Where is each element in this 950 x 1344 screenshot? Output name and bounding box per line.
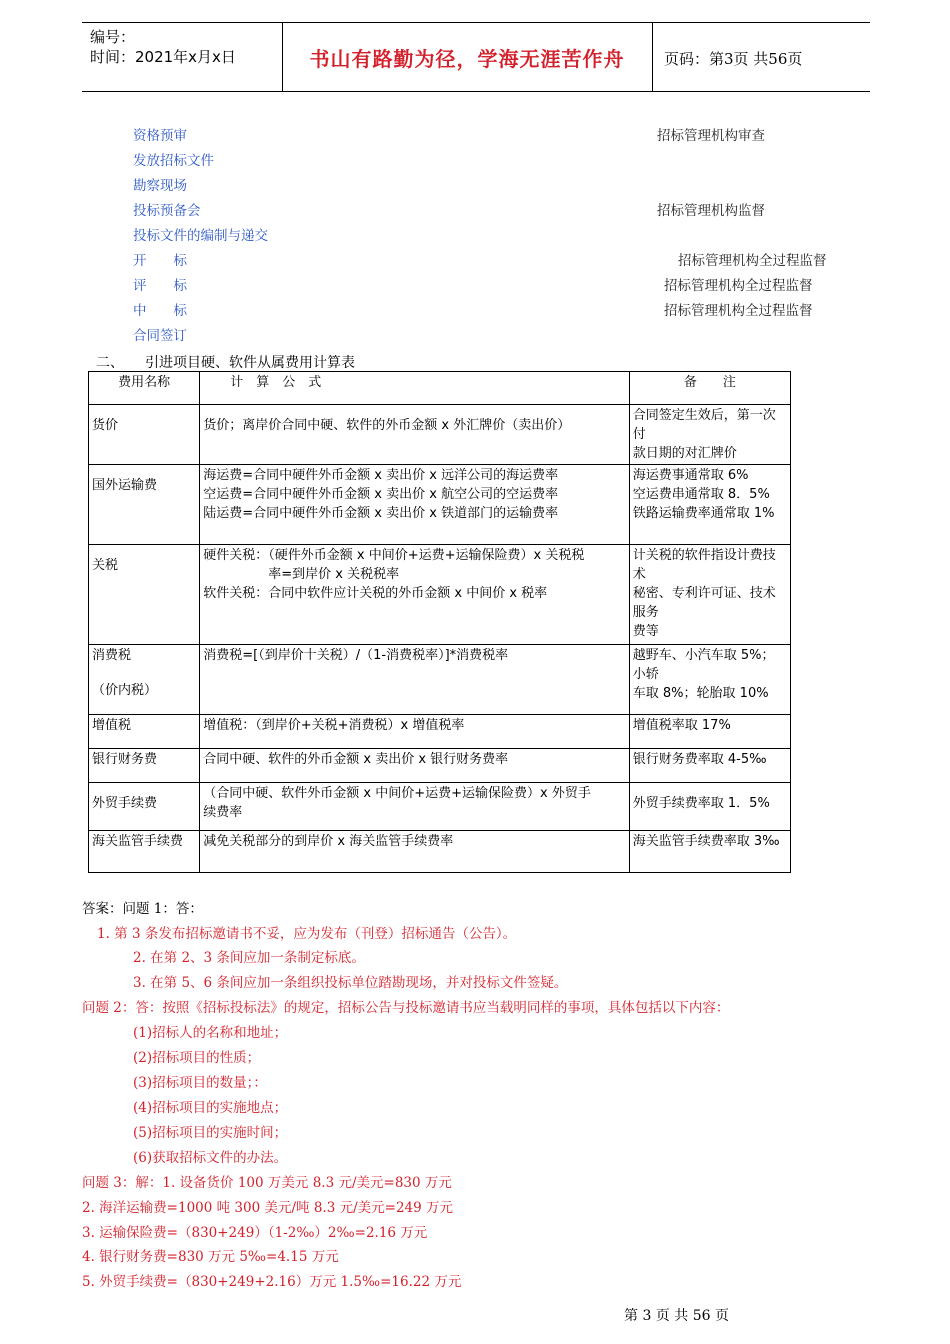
column-header: 计 算 公 式 [200, 372, 630, 405]
flow-step: 资格预审 [133, 128, 187, 144]
flow-note: 招标管理机构全过程监督 [664, 278, 813, 294]
note-cell: 合同签定生效后，第一次付 款日期的对汇牌价 [629, 405, 790, 465]
flow-step: 合同签订 [133, 328, 187, 344]
fee-name-cell: 消费税 （价内税） [89, 645, 200, 715]
table-row [89, 645, 791, 715]
table-row [89, 545, 791, 645]
formula-cell: 硬件关税：（硬件外币金额 x 中间价+运费+运输保险费）x 关税税 率=到岸价 x 关税税率 软件关税：合同中软件应计关税的外币金额 x 中间价 x 税率 [200, 545, 630, 645]
answer-line: 1. 第 3 条发布招标邀请书不妥，应为发布（刊登）招标通告（公告）。 [97, 926, 517, 942]
flow-note: 招标管理机构全过程监督 [664, 303, 813, 319]
fee-name-cell: 增值税 [89, 715, 200, 749]
fee-table [88, 371, 791, 873]
note-cell: 计关税的软件指设计费技术 秘密、专利许可证、技术服务 费等 [629, 545, 790, 645]
fee-name-cell: 关税 [89, 545, 200, 645]
formula-cell: 消费税=[（到岸价十关税）/（1-消费税率）]*消费税率 [200, 645, 630, 715]
formula-cell: 减免关税部分的到岸价 x 海关监管手续费率 [200, 831, 630, 873]
flow-note: 招标管理机构监督 [657, 203, 765, 219]
flow-step: 评 标 [133, 278, 187, 294]
answer-line: (4)招标项目的实施地点； [133, 1100, 288, 1116]
flow-note: 招标管理机构审查 [657, 128, 765, 144]
answer-intro: 答案：问题 1：答： [82, 901, 203, 917]
table-row [89, 831, 791, 873]
column-header: 备 注 [629, 372, 790, 405]
header-motto: 书山有路勤为径，学海无涯苦作舟 [309, 47, 625, 71]
note-cell: 外贸手续费率取 1．5% [629, 783, 790, 831]
table-row [89, 715, 791, 749]
answer-line: 3. 运输保险费=（830+249）（1-2‰）2‰=2.16 万元 [82, 1225, 428, 1241]
answer-line: 问题 2：答：按照《招标投标法》的规定，招标公告与投标邀请书应当载明同样的事项，具体包括以下内容： [82, 1000, 730, 1016]
note-cell: 越野车、小汽车取 5%；小轿 车取 8%；轮胎取 10% [629, 645, 790, 715]
answer-line: (1)招标人的名称和地址； [133, 1025, 288, 1041]
flow-step: 投标文件的编制与递交 [133, 228, 268, 244]
time-label: 时间：2021年x月x日 [90, 48, 236, 66]
flow-step-list [133, 127, 268, 352]
formula-cell: 海运费=合同中硬件外币金额 x 卖出价 x 远洋公司的海运费率 空运费=合同中硬件外币金额 x 卖出价 x 航空公司的空运费率 陆运费=合同中硬件外币金额 x 卖出价 x 铁道部门的运输费率 [200, 465, 630, 545]
answer-line: (2)招标项目的性质； [133, 1050, 261, 1066]
fee-name-cell: 外贸手续费 [89, 783, 200, 831]
note-cell: 海关监管手续费率取 3‰ [629, 831, 790, 873]
answer-line: 5. 外贸手续费=（830+249+2.16）万元 1.5‰=16.22 万元 [82, 1274, 462, 1290]
number-label: 编号： [90, 28, 136, 46]
answer-line: 2. 在第 2、3 条间应加一条制定标底。 [133, 950, 365, 966]
page-header [82, 22, 870, 92]
table-row [89, 749, 791, 783]
table-row [89, 405, 791, 465]
formula-cell: 合同中硬、软件的外币金额 x 卖出价 x 银行财务费率 [200, 749, 630, 783]
answer-line: 4. 银行财务费=830 万元 5‰=4.15 万元 [82, 1249, 339, 1265]
fee-name-cell: 国外运输费 [89, 465, 200, 545]
note-cell: 银行财务费率取 4-5‰ [629, 749, 790, 783]
table-row [89, 465, 791, 545]
section-title: 二、 引进项目硬、软件从属费用计算表 [96, 355, 355, 371]
header-meta [90, 27, 236, 67]
page-footer: 第 3 页 共 56 页 [624, 1308, 729, 1324]
answer-line: (5)招标项目的实施时间； [133, 1125, 288, 1141]
answer-line: 3. 在第 5、6 条间应加一条组织投标单位踏勘现场，并对投标文件签疑。 [133, 975, 568, 991]
table-header-row [89, 372, 791, 405]
flow-note: 招标管理机构全过程监督 [678, 253, 827, 269]
fee-name-cell: 海关监管手续费 [89, 831, 200, 873]
answer-line: 2. 海洋运输费=1000 吨 300 美元/吨 8.3 元/美元=249 万元 [82, 1200, 453, 1216]
flow-step: 开 标 [133, 253, 187, 269]
answer-line: (3)招标项目的数量；： [133, 1075, 267, 1091]
answer-line: 问题 3：解：1. 设备货价 100 万美元 8.3 元/美元=830 万元 [82, 1175, 452, 1191]
header-page-info: 页码：第3页 共56页 [664, 50, 803, 68]
note-cell: 增值税率取 17% [629, 715, 790, 749]
formula-cell: （合同中硬、软件外币金额 x 中间价+运费+运输保险费）x 外贸手 续费率 [200, 783, 630, 831]
flow-step: 中 标 [133, 303, 187, 319]
column-header: 费用名称 [89, 372, 200, 405]
formula-cell: 增值税：（到岸价+关税+消费税）x 增值税率 [200, 715, 630, 749]
fee-name-cell: 货价 [89, 405, 200, 465]
header-divider [652, 23, 653, 91]
table-row [89, 783, 791, 831]
formula-cell: 货价；离岸价合同中硬、软件的外币金额 x 外汇牌价（卖出价） [200, 405, 630, 465]
flow-step: 投标预备会 [133, 203, 201, 219]
flow-step: 勘察现场 [133, 178, 187, 194]
note-cell: 海运费事通常取 6% 空运费串通常取 8．5% 铁路运输费率通常取 1% [629, 465, 790, 545]
flow-step: 发放招标文件 [133, 153, 214, 169]
answer-line: (6)获取招标文件的办法。 [133, 1150, 288, 1166]
fee-name-cell: 银行财务费 [89, 749, 200, 783]
